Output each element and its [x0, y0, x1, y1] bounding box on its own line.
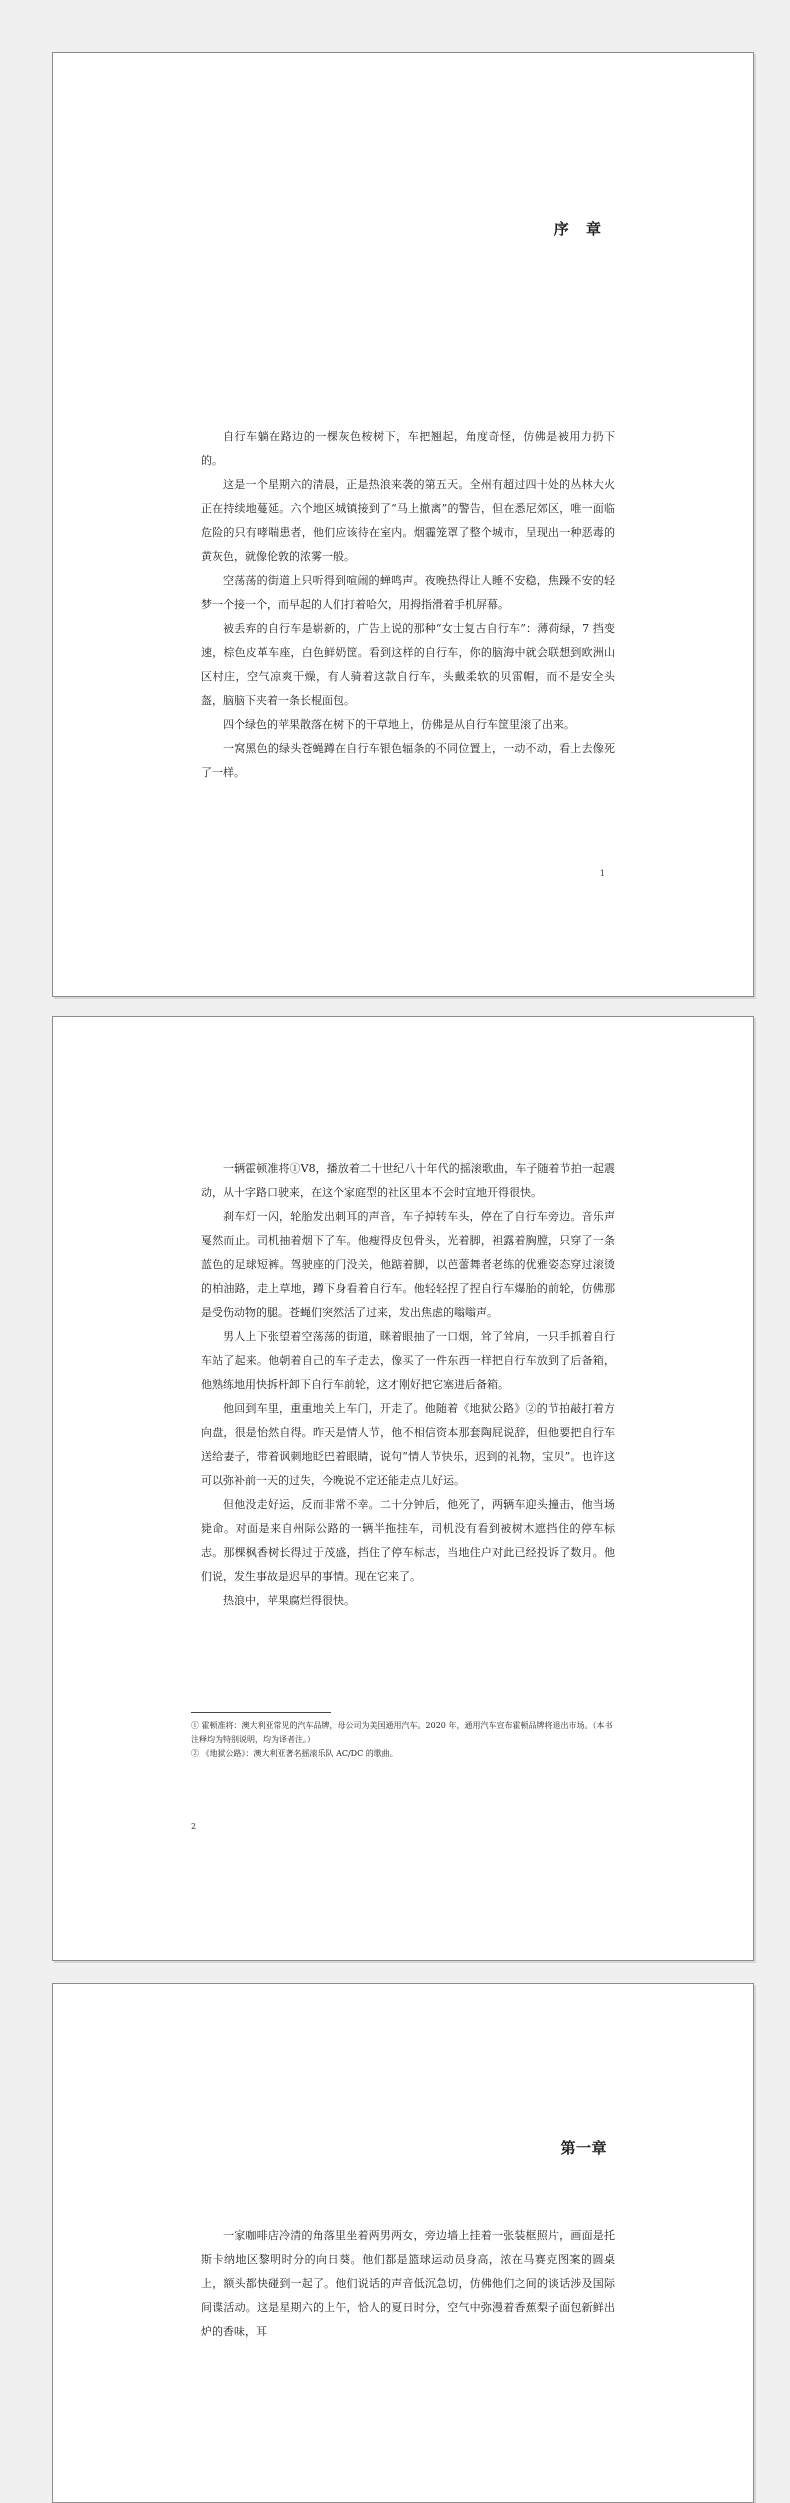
body-text	[201, 425, 615, 785]
document-page-1	[52, 52, 754, 997]
footnotes	[191, 1719, 615, 1761]
page-heading: 序 章	[553, 220, 607, 238]
body-text	[201, 1157, 615, 1613]
footnote: ① 霍顿准将：澳大利亚常见的汽车品牌，母公司为美国通用汽车。2020 年，通用汽车宣布霍顿品牌将退出市场。（本书注释均为特别说明，均为译者注。）	[191, 1721, 613, 1744]
paragraph: 四个绿色的苹果散落在树下的干草地上，仿佛是从自行车筐里滚了出来。	[223, 718, 575, 731]
paragraph: 他回到车里，重重地关上车门，开走了。他随着《地狱公路》②的节拍敲打着方向盘，很是怡然自得。昨天是情人节，他不相信资本那套陶屁说辞，但他要把自行车送给妻子，带着讽刺地眨巴着眼睛，说句“情人节快乐，迟到的礼物，宝贝”。也许这可以弥补前一天的过失，今晚说不定还能走点儿好运。	[201, 1402, 615, 1487]
page-number: 2	[191, 1822, 197, 1831]
paragraph: 热浪中，苹果腐烂得很快。	[223, 1594, 355, 1607]
paragraph: 一辆霍顿准将①V8，播放着二十世纪八十年代的摇滚歌曲，车子随着节拍一起震动，从十字路口驶来，在这个家庭型的社区里本不会时宜地开得很快。	[201, 1162, 615, 1199]
paragraph: 被丢弃的自行车是崭新的，广告上说的那种“女士复古自行车”：薄荷绿，7 挡变速，棕色皮革车座，白色鲜奶筐。看到这样的自行车，你的脑海中就会联想到欧洲山区村庄，空气凉爽干燥，有人骑着这款自行车，头戴柔软的贝雷帽，而不是安全头盔，脑脑下夹着一条长棍面包。	[201, 622, 615, 707]
body-text	[201, 2224, 615, 2344]
paragraph: 但他没走好运，反而非常不幸。二十分钟后，他死了，两辆车迎头撞击，他当场毙命。对面是来自州际公路的一辆半拖挂车，司机没有看到被树木遮挡住的停车标志。那棵枫香树长得过于茂盛，挡住了停车标志，当地住户对此已经投诉了数月。他们说，发生事故是迟早的事情。现在它来了。	[201, 1498, 615, 1583]
paragraph: 一家咖啡店冷清的角落里坐着两男两女，旁边墙上挂着一张装框照片，画面是托斯卡纳地区黎明时分的向日葵。他们都是篮球运动员身高，浓在马赛克图案的圆桌上，额头都快碰到一起了。他们说话的声音低沉急切，仿佛他们之间的谈话涉及国际间谍活动。这是星期六的上午，恰人的夏日时分，空气中弥漫着香蕉梨子面包新鲜出炉的香味，耳	[201, 2229, 615, 2338]
paragraph: 这是一个星期六的清晨，正是热浪来袭的第五天。全州有超过四十处的丛林大火正在持续地蔓延。六个地区城镇接到了“马上撤离”的警告，但在悉尼郊区，唯一面临危险的只有哮喘患者，他们应该待在室内。烟霾笼罩了整个城市，呈现出一种恶毒的黄灰色，就像伦敦的浓雾一般。	[201, 478, 615, 563]
page-number: 1	[599, 869, 605, 878]
paragraph: 刹车灯一闪，轮胎发出刺耳的声音，车子掉转车头，停在了自行车旁边。音乐声戛然而止。司机抽着烟下了车。他瘦得皮包骨头，光着脚，袒露着胸膛，只穿了一条蓝色的足球短裤。驾驶座的门没关，他踮着脚，以芭蕾舞者老练的优雅姿态穿过滚烫的柏油路，走上草地，蹲下身看着自行车。他轻轻捏了捏自行车爆胎的前轮，仿佛那是受伤动物的腿。苍蝇们突然活了过来，发出焦虑的嗡嗡声。	[201, 1210, 615, 1319]
document-page-3	[52, 1983, 754, 2503]
paragraph: 男人上下张望着空荡荡的街道，眯着眼抽了一口烟，耸了耸肩，一只手抓着自行车站了起来。他朝着自己的车子走去，像买了一件东西一样把自行车放到了后备箱，他熟练地用快拆杆卸下自行车前轮，这才刚好把它塞进后备箱。	[201, 1330, 615, 1391]
footnote-divider	[191, 1712, 331, 1713]
paragraph: 空荡荡的街道上只听得到喧闹的蝉鸣声。夜晚热得让人睡不安稳，焦躁不安的轻梦一个接一个，而早起的人们打着哈欠，用拇指滑着手机屏幕。	[201, 574, 615, 611]
paragraph: 一窝黑色的绿头苍蝇蹲在自行车银色辐条的不同位置上，一动不动，看上去像死了一样。	[201, 742, 615, 779]
document-page-2	[52, 1016, 754, 1961]
paragraph: 自行车躺在路边的一棵灰色桉树下，车把翘起，角度奇怪，仿佛是被用力扔下的。	[201, 430, 615, 467]
chapter-heading: 第一章	[560, 2139, 607, 2157]
footnote: ② 《地狱公路》：澳大利亚著名摇滚乐队 AC/DC 的歌曲。	[191, 1749, 398, 1758]
